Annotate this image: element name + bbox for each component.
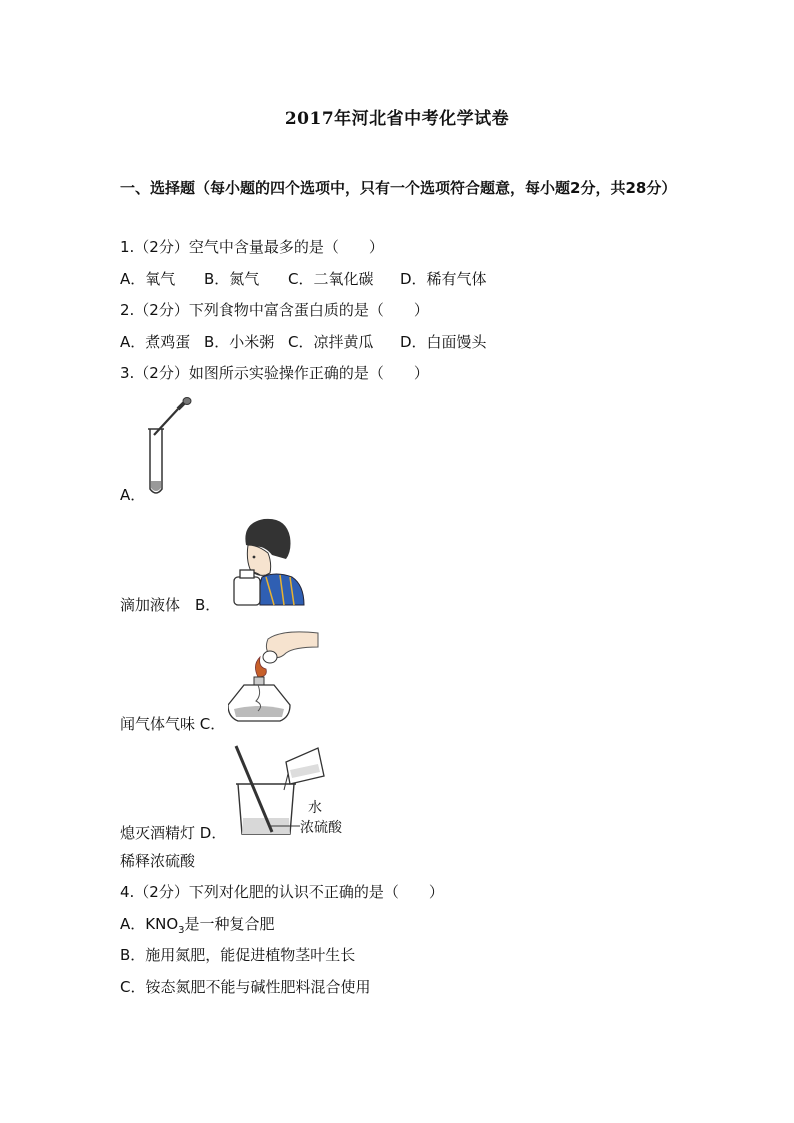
q2-option-a: A．煮鸡蛋 [120, 333, 191, 351]
question-2-stem: 2.（2分）下列食物中富含蛋白质的是（ ） [120, 301, 429, 319]
question-1-stem: 1.（2分）空气中含量最多的是（ ） [120, 238, 384, 256]
q3-figure-row-a: A． [120, 486, 146, 504]
figure-d-diluting-acid [232, 742, 362, 838]
q1-option-a: A．氧气 [120, 270, 176, 288]
q4-option-a-subscript: 3 [178, 925, 185, 936]
q2-option-b: B．小米粥 [204, 333, 275, 351]
q4-option-b: B．施用氮肥，能促进植物茎叶生长 [120, 946, 356, 964]
q2-option-c: C．凉拌黄瓜 [288, 333, 374, 351]
q1-option-b: B．氮气 [204, 270, 260, 288]
q4-option-a-formula: A．KNO [120, 915, 179, 933]
q3-figure-row-c: 闻气体气味 C． [120, 715, 226, 733]
q3-figure-row-d: 熄灭酒精灯 D． [120, 824, 227, 842]
question-3-stem: 3.（2分）如图所示实验操作正确的是（ ） [120, 364, 429, 382]
figure-a-dropper-test-tube [140, 395, 200, 500]
section-heading: 一、选择题（每小题的四个选项中，只有一个选项符合题意，每小题2分，共28分） [120, 179, 677, 197]
figure-c-alcohol-lamp [228, 625, 320, 729]
q3-figure-row-b: 滴加液体 B． [120, 596, 221, 614]
q4-option-c: C．铵态氮肥不能与碱性肥料混合使用 [120, 978, 371, 996]
q1-option-d: D．稀有气体 [400, 270, 487, 288]
label-conc-acid: 浓硫酸 [300, 820, 342, 836]
figure-b-smelling-gas [232, 515, 308, 607]
exam-title: 2017年河北省中考化学试卷 [284, 109, 510, 129]
q4-option-a-text: 是一种复合肥 [184, 915, 275, 933]
q3-figure-d-caption: 稀释浓硫酸 [120, 852, 196, 870]
question-4-stem: 4.（2分）下列对化肥的认识不正确的是（ ） [120, 883, 444, 901]
q1-option-c: C．二氧化碳 [288, 270, 374, 288]
q4-option-a [120, 913, 275, 936]
q2-option-d: D．白面馒头 [400, 333, 487, 351]
label-water: 水 [308, 800, 322, 816]
